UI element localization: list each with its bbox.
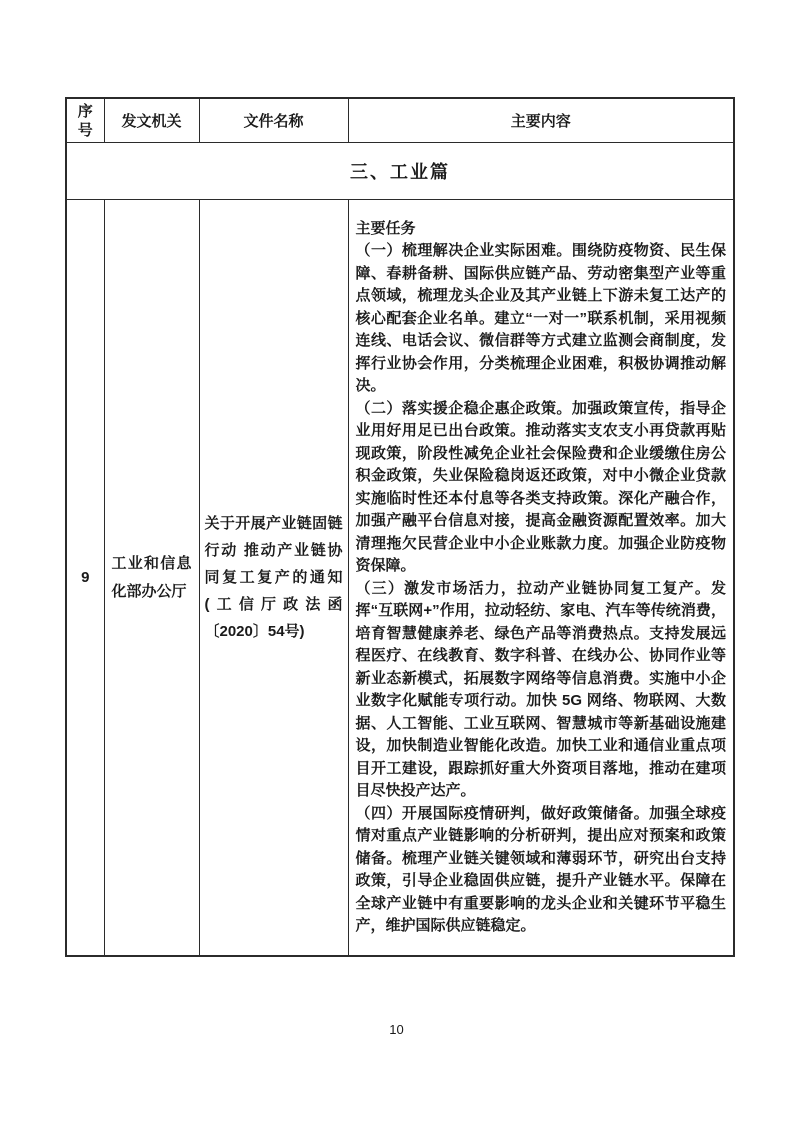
documents-table	[65, 97, 735, 957]
header-serial-number	[66, 98, 104, 143]
header-main-content: 主要内容	[348, 98, 734, 143]
table-header-row	[66, 98, 734, 143]
content-intro: 主要任务	[355, 219, 416, 237]
section-title: 三、工业篇	[66, 143, 734, 200]
content-paragraph-2: （二）落实援企稳企惠企政策。加强政策宣传，指导企业用好用足已出台政策。推动落实支农支小再贷款再贴现政策，阶段性减免企业社会保险费和企业缓缴住房公积金政策，失业保险稳岗返还政策，对中小微企业贷款实施临时性还本付息等各类支持政策。深化产融合作，加强产融平台信息对接，提高金融资源配置效率。加大清理拖欠民营企业中小企业账款力度。加强企业防疫物资保障。	[355, 399, 726, 574]
section-row	[66, 143, 734, 200]
row-main-content	[348, 200, 734, 957]
content-paragraph-3: （三）激发市场活力，拉动产业链协同复工复产。发挥“互联网+”作用，拉动轻纺、家电、汽车等传统消费，培育智慧健康养老、绿色产品等消费热点。支持发展远程医疗、在线教育、数字科普、在线办公、协同作业等新业态新模式，拓展数字网络等信息消费。实施中小企业数字化赋能专项行动。加快 5G 网络、物联网、大数据、人工智能、工业互联网、智慧城市等新基础设施建设，加快制造业智能化改造。加快工业和通信业重点项目开工建设，跟踪抓好重大外资项目落地，推动在建项目尽快投产达产。	[355, 579, 726, 799]
header-serial-number-label: 序号	[77, 102, 93, 139]
page-number: 10	[389, 1022, 404, 1037]
row-document-name: 关于开展产业链固链行动 推动产业链协同复工复产的通知(工信厅政法函〔2020〕54号)	[199, 200, 348, 957]
content-paragraph-1: （一）梳理解决企业实际困难。围绕防疫物资、民生保障、春耕备耕、国际供应链产品、劳动密集型产业等重点领域，梳理龙头企业及其产业链上下游未复工达产的核心配套企业名单。建立“一对一”联系机制，采用视频连线、电话会议、微信群等方式建立监测会商制度，发挥行业协会作用，分类梳理企业困难，积极协调推动解决。	[355, 242, 726, 394]
row-issuing-agency: 工业和信息化部办公厅	[104, 200, 199, 957]
table-row	[66, 200, 734, 957]
content-paragraph-4: （四）开展国际疫情研判，做好政策储备。加强全球疫情对重点产业链影响的分析研判，提出应对预案和政策储备。梳理产业链关键领域和薄弱环节，研究出台支持政策，引导企业稳固供应链，提升产业链水平。保障在全球产业链中有重要影响的龙头企业和关键环节平稳生产，维护国际供应链稳定。	[355, 804, 726, 934]
header-document-name: 文件名称	[199, 98, 348, 143]
row-serial-number: 9	[66, 200, 104, 957]
header-issuing-agency: 发文机关	[104, 98, 199, 143]
